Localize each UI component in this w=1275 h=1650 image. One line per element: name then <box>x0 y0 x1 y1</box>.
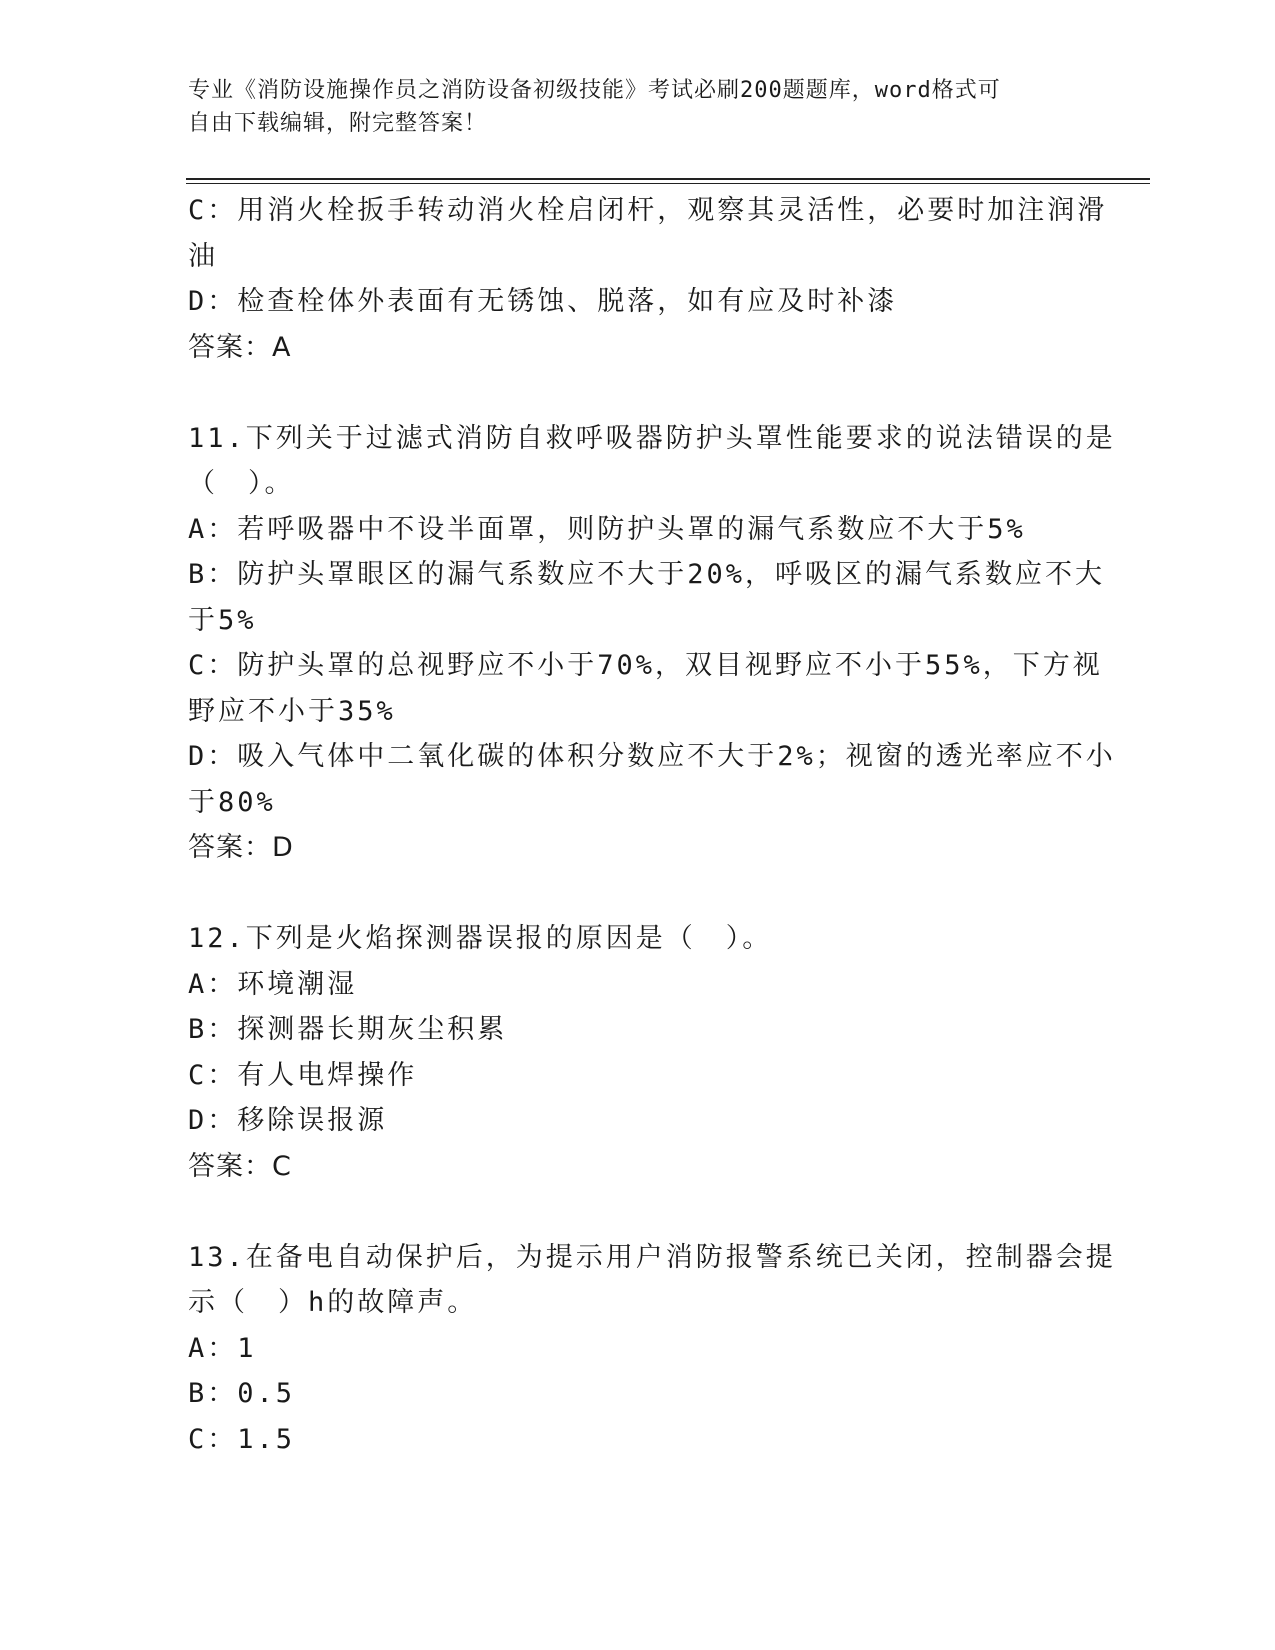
question-stem-line-2: （ ）。 <box>188 468 295 499</box>
option-b: B：探测器长期灰尘积累 <box>188 1014 508 1045</box>
answer-line: 答案：C <box>188 1150 292 1182</box>
option-c: C：有人电焊操作 <box>188 1059 418 1091</box>
question-stem-line-1: 13.在备电自动保护后，为提示用户消防报警系统已关闭，控制器会提 <box>188 1241 1116 1273</box>
header-divider-thin <box>186 183 1150 184</box>
option-a: A：1 <box>188 1332 257 1364</box>
option-d: D：移除误报源 <box>188 1105 388 1136</box>
option-c-line-2: 油 <box>188 240 218 272</box>
question-13 <box>188 1235 1116 1463</box>
option-b: B：0.5 <box>188 1378 296 1409</box>
question-content <box>188 188 1116 1462</box>
option-d: D：检查栓体外表面有无锈蚀、脱落，如有应及时补漆 <box>188 286 898 317</box>
question-11 <box>188 416 1116 871</box>
question-stem: 12.下列是火焰探测器误报的原因是（ ）。 <box>188 923 773 954</box>
answer-line: 答案：D <box>188 832 294 863</box>
option-d-line-2: 于80% <box>188 786 276 818</box>
option-b-line-1: B：防护头罩眼区的漏气系数应不大于20%，呼吸区的漏气系数应不大 <box>188 559 1106 590</box>
option-a: A：环境潮湿 <box>188 968 358 1000</box>
spacer <box>188 871 1088 917</box>
header-divider-thick <box>186 178 1150 180</box>
spacer <box>188 370 1088 416</box>
option-c: C：1.5 <box>188 1423 296 1455</box>
option-c-line-1: C：用消火栓扳手转动消火栓启闭杆，观察其灵活性，必要时加注润滑 <box>188 195 1108 226</box>
option-d-line-1: D：吸入气体中二氧化碳的体积分数应不大于2%；视窗的透光率应不小 <box>188 741 1116 772</box>
spacer <box>188 1189 1088 1235</box>
answer-line: 答案：A <box>188 331 292 363</box>
header-title-line-1: 专业《消防设施操作员之消防设备初级技能》考试必刷200题题库，word格式可 <box>188 78 1001 103</box>
header-title-line-2: 自由下载编辑，附完整答案！ <box>188 111 488 136</box>
question-stem-line-2: 示（ ）h的故障声。 <box>188 1287 478 1318</box>
question-10-tail <box>188 188 1108 370</box>
document-header <box>188 74 1088 140</box>
option-b-line-2: 于5% <box>188 604 257 636</box>
question-stem-line-1: 11.下列关于过滤式消防自救呼吸器防护头罩性能要求的说法错误的是 <box>188 422 1116 454</box>
option-c-line-1: C：防护头罩的总视野应不小于70%，双目视野应不小于55%，下方视 <box>188 650 1103 681</box>
option-a: A：若呼吸器中不设半面罩，则防护头罩的漏气系数应不大于5% <box>188 513 1026 545</box>
option-c-line-2: 野应不小于35% <box>188 695 396 727</box>
question-12 <box>188 916 1088 1189</box>
